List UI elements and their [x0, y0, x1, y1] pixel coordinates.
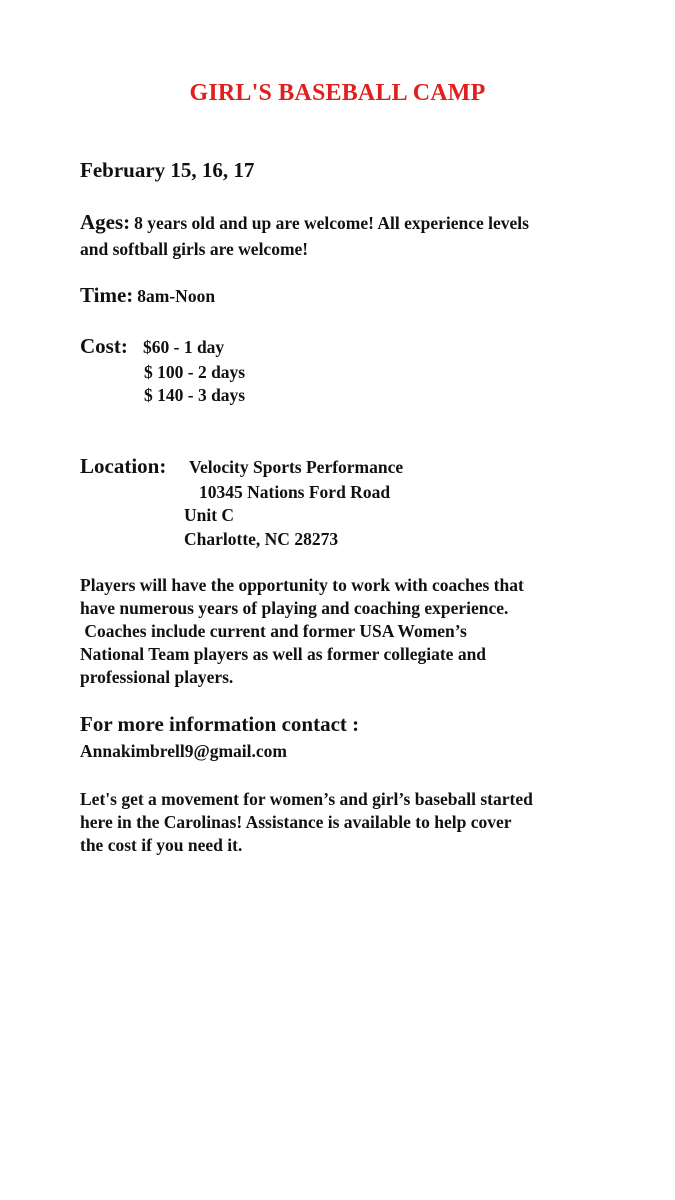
location-city: Charlotte, NC 28273 [184, 529, 339, 549]
players-paragraph [80, 574, 620, 689]
ages-label: Ages: [80, 210, 131, 234]
paragraph-line: Players will have the opportunity to work with coaches that [80, 575, 524, 595]
contact-label: For more information contact : [80, 712, 360, 736]
paragraph-line: Let's get a movement for women’s and girl’s baseball started [80, 789, 533, 809]
flyer-title: GIRL'S BASEBALL CAMP [189, 80, 486, 106]
paragraph-line: National Team players as well as former collegiate and [80, 644, 487, 664]
paragraph-line: Coaches include current and former USA Women’s [80, 621, 467, 641]
cost-option: $60 - 1 day [143, 337, 225, 357]
ages-text-line1: 8 years old and up are welcome! All experience levels [134, 213, 529, 233]
paragraph-line: professional players. [80, 667, 234, 687]
cost-option: $ 140 - 3 days [144, 385, 246, 405]
location-name: Velocity Sports Performance [189, 457, 404, 477]
paragraph-line: here in the Carolinas! Assistance is available to help cover [80, 812, 512, 832]
time-label: Time: [80, 283, 134, 307]
paragraph-line: have numerous years of playing and coaching experience. [80, 598, 509, 618]
contact-email[interactable]: Annakimbrell9@gmail.com [80, 741, 288, 761]
ages-section [80, 210, 620, 263]
location-unit: Unit C [184, 505, 235, 525]
paragraph-line: the cost if you need it. [80, 835, 243, 855]
cost-label: Cost: [80, 334, 128, 358]
closing-paragraph [80, 788, 620, 857]
location-street: 10345 Nations Ford Road [199, 482, 391, 502]
cost-option: $ 100 - 2 days [144, 362, 246, 382]
camp-dates: February 15, 16, 17 [80, 158, 255, 182]
location-label: Location: [80, 454, 167, 478]
time-value: 8am-Noon [137, 286, 216, 306]
ages-text-line2: and softball girls are welcome! [80, 239, 309, 259]
time-section [80, 283, 620, 308]
